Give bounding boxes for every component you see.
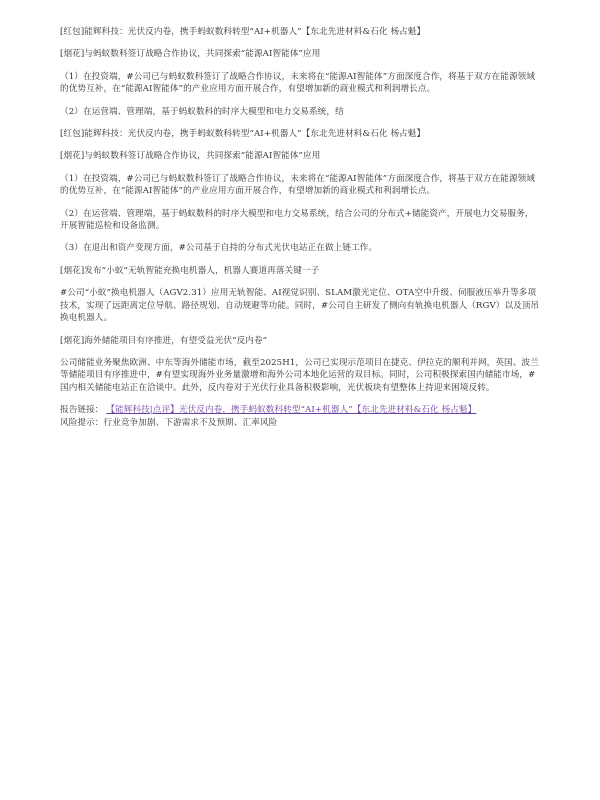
paragraph-investment-1: （1）在投资端，#公司已与蚂蚁数科签订了战略合作协议，未来将在“能源AI智能体”方面深度合作，将基于双方在能源领域的优势互补，在“能源AI智能体”的产业应用方面开展合作，有望增加新的商业模式和利润增长点。 bbox=[60, 71, 536, 95]
report-link-line bbox=[60, 404, 542, 416]
report-link-label: 报告链接： bbox=[60, 405, 104, 416]
paragraph-storage-detail: 公司储能业务聚焦欧洲、中东等海外储能市场，截至2025H1，公司已实现示范项目在捷克、伊拉克的顺利并网，英国、波兰等储能项目有序推进中，#有望实现海外业务量激增和海外公司本地化运营的双目标。同时，公司积极探索国内储能市场，#国内相关储能电站正在洽谈中。此外，反内卷对于光伏行业具备积极影响，光伏板块有望整体上持迎来困境反转。 bbox=[60, 357, 539, 393]
document-body bbox=[60, 26, 542, 429]
paragraph-section-heading-1: [烟花]与蚂蚁数科签订战略合作协议，共同探索“能源AI智能体”应用 bbox=[60, 49, 321, 60]
paragraph-storage-heading: [烟花]海外储能项目有序推进，有望受益光伏“反内卷” bbox=[60, 335, 268, 346]
paragraph-robot-heading: [烟花]发布“小蚁”无轨智能充换电机器人，机器人赛道再落关键一子 bbox=[60, 265, 320, 276]
paragraph-operation-truncated: （2）在运营端、管理端，基于蚂蚁数科的时序大模型和电力交易系统，结 bbox=[60, 106, 344, 117]
paragraph-operation: （2）在运营端、管理端，基于蚂蚁数科的时序大模型和电力交易系统，结合公司的分布式+储能资产，开展电力交易服务，开展智能巡检和设备监测。 bbox=[60, 208, 534, 232]
report-link[interactable]: 【能辉科技|点评】光伏反内卷，携手蚂蚁数科转型“AI+机器人”【东北先进材料&石化 杨占魁】 bbox=[106, 405, 477, 416]
paragraph-red-packet-title-2: [红包]能辉科技：光伏反内卷，携手蚂蚁数科转型“AI+机器人”【东北先进材料&石化 杨占魁】 bbox=[60, 129, 426, 140]
risk-warning: 风险提示：行业竞争加剧、下游需求不及预期、汇率风险 bbox=[60, 417, 278, 428]
paragraph-section-heading-2: [烟花]与蚂蚁数科签订战略合作协议，共同探索“能源AI智能体”应用 bbox=[60, 151, 321, 162]
paragraph-robot-detail: #公司“小蚁”换电机器人（AGV2.31）应用无轨智能、AI视觉识别、SLAM激光定位、OTA空中升级、伺服液压举升等多项技术，实现了远距离定位导航、路径规划、自动规避等功能。同时，#公司自主研发了侧向有轨换电机器人（RGV）以及顶吊换电机器人。 bbox=[60, 288, 540, 324]
paragraph-exit: （3）在退出和资产变现方面，#公司基于自持的分布式光伏电站正在做上链工作。 bbox=[60, 243, 378, 254]
paragraph-investment-2: （1）在投资端，#公司已与蚂蚁数科签订了战略合作协议，未来将在“能源AI智能体”方面深度合作，将基于双方在能源领域的优势互补，在“能源AI智能体”的产业应用方面开展合作，有望增加新的商业模式和利润增长点。 bbox=[60, 173, 536, 197]
paragraph-red-packet-title-1: [红包]能辉科技：光伏反内卷，携手蚂蚁数科转型“AI+机器人”【东北先进材料&石化 杨占魁】 bbox=[60, 27, 426, 37]
